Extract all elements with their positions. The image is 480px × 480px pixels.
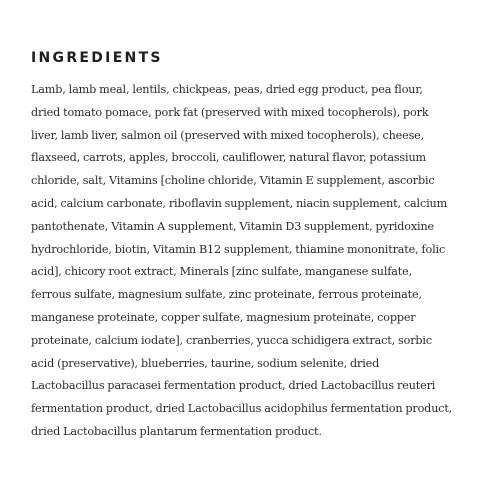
ingredients-heading: INGREDIENTS: [31, 50, 163, 66]
ingredients-panel: [31, 47, 453, 444]
ingredients-list-text: Lamb, lamb meal, lentils, chickpeas, peas, dried egg product, pea flour, dried tomato pomace, pork fat (preserved with mixed tocopherols), pork liver, lamb liver, salmon oil (preserved with mixed tocopherols), cheese, flaxseed, carrots, apples, broccoli, cauliflower, natural flavor, potassium chloride, salt, Vitamins [choline chloride, Vitamin E supplement, ascorbic acid, calcium carbonate, riboflavin supplement, niacin supplement, calcium pantothenate, Vitamin A supplement, Vitamin D3 supplement, pyridoxine hydrochloride, biotin, Vitamin B12 supplement, thiamine mononitrate, folic acid], chicory root extract, Minerals [zinc sulfate, manganese sulfate, ferrous sulfate, magnesium sulfate, zinc proteinate, ferrous proteinate, manganese proteinate, copper sulfate, magnesium proteinate, copper proteinate, calcium iodate], cranberries, yucca schidigera extract, sorbic acid (preservative), blueberries, taurine, sodium selenite, dried Lactobacillus paracasei fermentation product, dried Lactobacillus reuteri fermentation product, dried Lactobacillus acidophilus fermentation product, dried Lactobacillus plantarum fermentation product.: [31, 83, 453, 438]
